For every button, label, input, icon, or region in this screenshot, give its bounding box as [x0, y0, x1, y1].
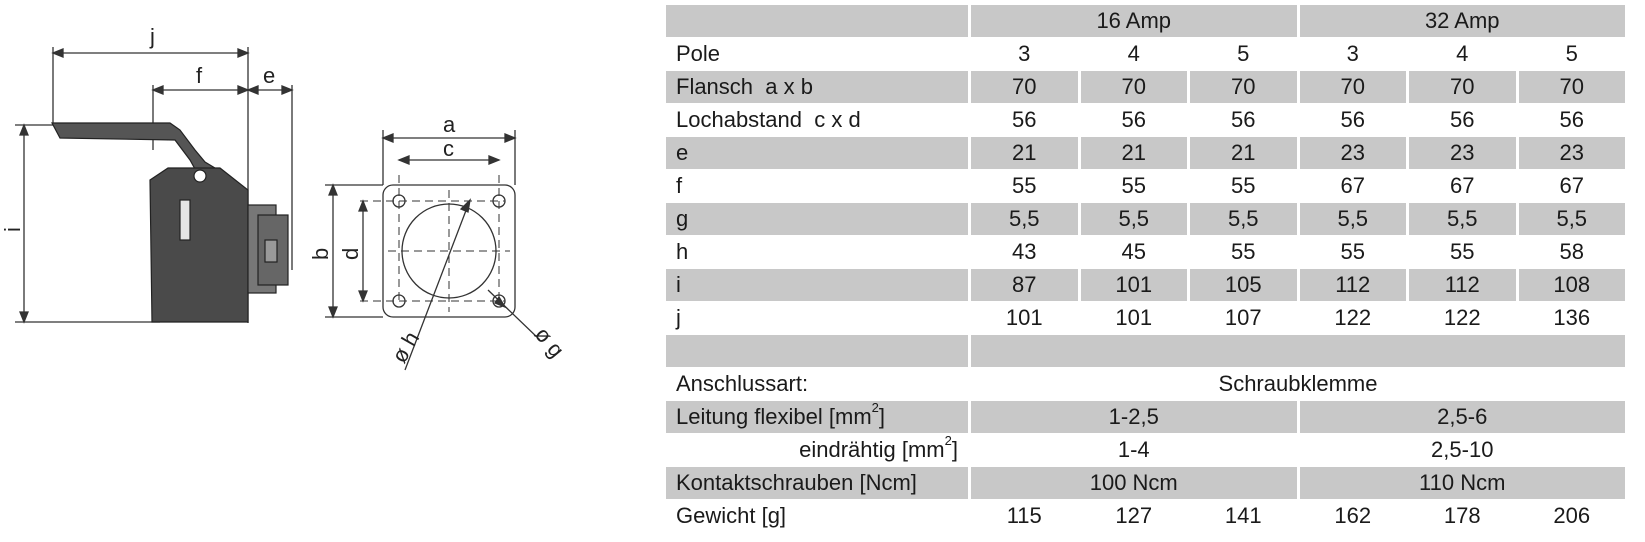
cell: 5: [1187, 38, 1297, 71]
table-row: [666, 467, 1625, 500]
cell: 101: [968, 302, 1078, 335]
spec-table: [666, 5, 1625, 533]
cell: 107: [1187, 302, 1297, 335]
row-label: g: [666, 203, 968, 236]
cell: 5,5: [968, 203, 1078, 236]
spacer-cell: [968, 335, 1625, 368]
cell: 67: [1297, 170, 1407, 203]
dim-label-h: ø h: [386, 327, 425, 368]
header-empty-cell: [666, 5, 968, 38]
table-row: [666, 137, 1625, 170]
cell: 55: [1406, 236, 1516, 269]
table-row: [666, 434, 1625, 467]
spacer-cell: [666, 335, 968, 368]
cell: 101: [1078, 269, 1188, 302]
cell: 45: [1078, 236, 1188, 269]
cell: 5: [1516, 38, 1626, 71]
dim-label-b: b: [308, 247, 333, 260]
cell: 108: [1516, 269, 1626, 302]
dim-label-f: f: [196, 63, 203, 88]
cell: Schraubklemme: [968, 368, 1625, 401]
cell: 56: [1078, 104, 1188, 137]
table-row: [666, 236, 1625, 269]
cell: 21: [1187, 137, 1297, 170]
cell: 5,5: [1297, 203, 1407, 236]
cell: 67: [1516, 170, 1626, 203]
dim-label-d: d: [338, 247, 363, 260]
row-label: e: [666, 137, 968, 170]
cell: 122: [1406, 302, 1516, 335]
cell: 55: [1078, 170, 1188, 203]
row-label: Anschlussart:: [666, 368, 968, 401]
cell: 2,5-6: [1297, 401, 1626, 434]
table-row: [666, 104, 1625, 137]
cell: 21: [968, 137, 1078, 170]
cell: 70: [1406, 71, 1516, 104]
row-label: i: [666, 269, 968, 302]
row-label: eindrähtig $[mm^2]$: [666, 434, 968, 467]
cell: 70: [1187, 71, 1297, 104]
row-label: Gewicht [g]: [666, 500, 968, 533]
cell: 23: [1297, 137, 1407, 170]
cell: 162: [1297, 500, 1407, 533]
cell: 3: [968, 38, 1078, 71]
cell: 55: [1297, 236, 1407, 269]
cell: 5,5: [1078, 203, 1188, 236]
cell: 5,5: [1187, 203, 1297, 236]
cell: 1-4: [968, 434, 1297, 467]
cell: 3: [1297, 38, 1407, 71]
row-label: j: [666, 302, 968, 335]
group-header-16a: 16 Amp: [968, 5, 1297, 38]
cell: 112: [1297, 269, 1407, 302]
row-label: Leitung flexibel $[mm^2]$: [666, 401, 968, 434]
cell: 100 Ncm: [968, 467, 1297, 500]
cell: 5,5: [1516, 203, 1626, 236]
cell: 56: [1406, 104, 1516, 137]
dim-label-c: c: [443, 136, 454, 161]
cell: 112: [1406, 269, 1516, 302]
cell: 58: [1516, 236, 1626, 269]
group-header-32a: 32 Amp: [1297, 5, 1626, 38]
table-row: [666, 269, 1625, 302]
row-label: Pole: [666, 38, 968, 71]
row-label: Flansch a x b: [666, 71, 968, 104]
cell: 56: [1516, 104, 1626, 137]
cell: 23: [1406, 137, 1516, 170]
cell: 115: [968, 500, 1078, 533]
table-row: [666, 38, 1625, 71]
cell: 136: [1516, 302, 1626, 335]
cell: 67: [1406, 170, 1516, 203]
cell: 206: [1516, 500, 1626, 533]
dim-label-i: i: [0, 227, 25, 232]
dim-label-g: ø g: [529, 321, 570, 363]
technical-drawing: [0, 0, 640, 542]
cell: 110 Ncm: [1297, 467, 1626, 500]
table-row: [666, 302, 1625, 335]
cell: 127: [1078, 500, 1188, 533]
row-label: Lochabstand c x d: [666, 104, 968, 137]
cell: 55: [1187, 170, 1297, 203]
spacer-row: [666, 335, 1625, 368]
table-row: [666, 203, 1625, 236]
cell: 23: [1516, 137, 1626, 170]
cell: 21: [1078, 137, 1188, 170]
cell: 56: [968, 104, 1078, 137]
row-label: f: [666, 170, 968, 203]
table-row: [666, 401, 1625, 434]
cell: 5,5: [1406, 203, 1516, 236]
table-row: [666, 500, 1625, 533]
dim-label-e: e: [263, 63, 276, 88]
cell: 105: [1187, 269, 1297, 302]
dim-label-j: j: [150, 24, 155, 49]
cell: 55: [1187, 236, 1297, 269]
cell: 55: [968, 170, 1078, 203]
table-row: [666, 368, 1625, 401]
table-row: [666, 71, 1625, 104]
cell: 70: [1297, 71, 1407, 104]
row-label: Kontaktschrauben [Ncm]: [666, 467, 968, 500]
cell: 141: [1187, 500, 1297, 533]
cell: 4: [1406, 38, 1516, 71]
cell: 87: [968, 269, 1078, 302]
cell: 2,5-10: [1297, 434, 1626, 467]
cell: 122: [1297, 302, 1407, 335]
cell: 56: [1187, 104, 1297, 137]
cell: 56: [1297, 104, 1407, 137]
cell: 178: [1406, 500, 1516, 533]
cell: 1-2,5: [968, 401, 1297, 434]
table-row: [666, 170, 1625, 203]
cell: 70: [1516, 71, 1626, 104]
dim-label-a: a: [443, 112, 456, 137]
cell: 101: [1078, 302, 1188, 335]
cell: 70: [968, 71, 1078, 104]
cell: 70: [1078, 71, 1188, 104]
header-row: [666, 5, 1625, 38]
cell: 43: [968, 236, 1078, 269]
cell: 4: [1078, 38, 1188, 71]
row-label: h: [666, 236, 968, 269]
